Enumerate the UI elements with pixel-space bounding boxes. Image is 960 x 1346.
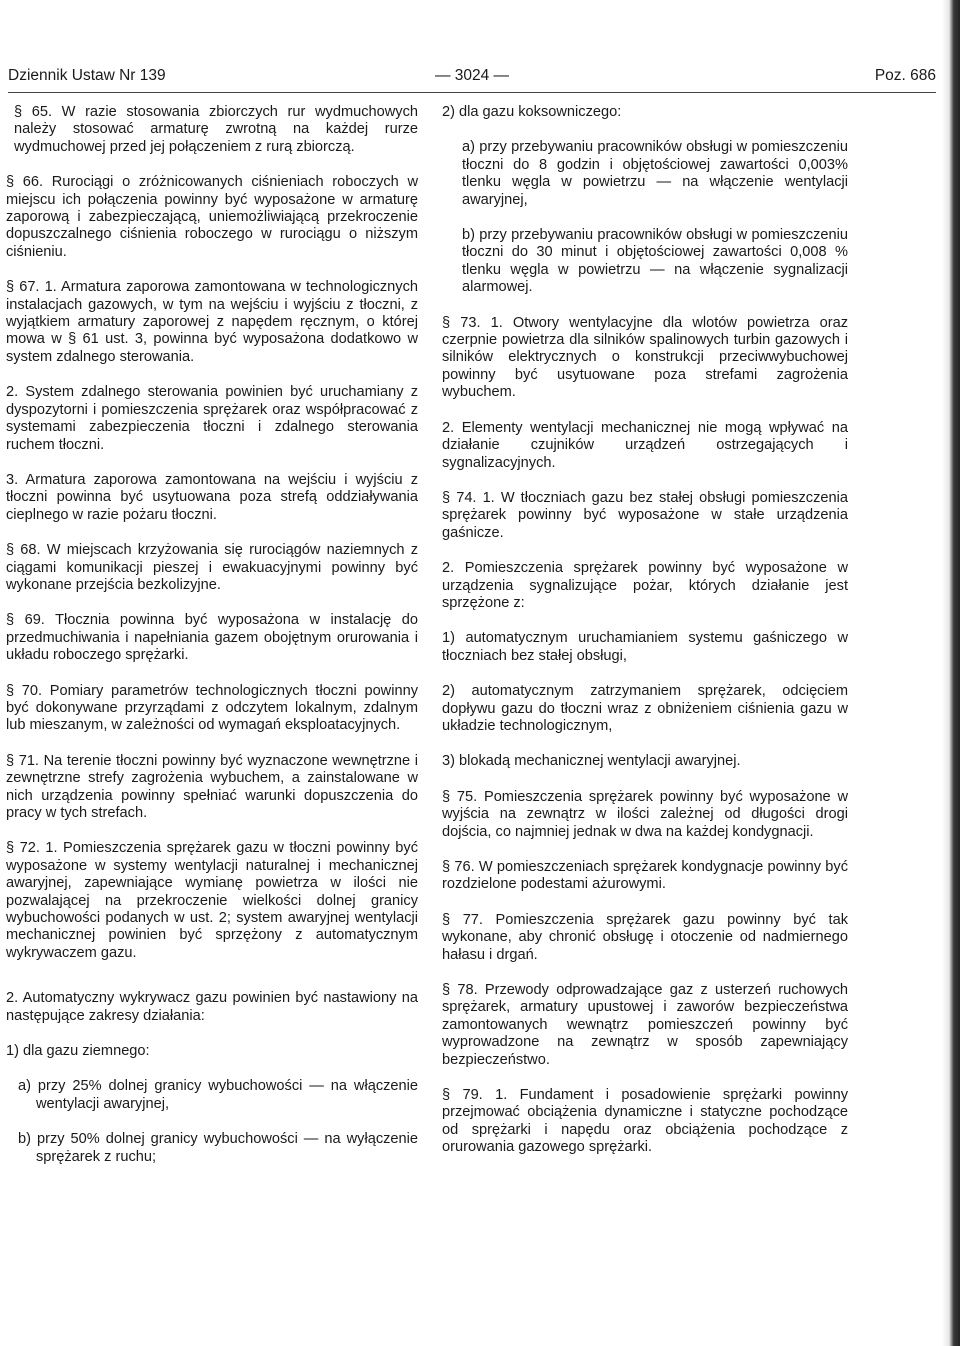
list-item: a) przy przebywaniu pracowników obsługi w pomieszczeniu tłoczni do 8 godzin i objętościowej zawartości 0,003% tlenku węgla w powietrzu — na włączenie wentylacji awaryjnej,	[462, 139, 848, 208]
paragraph: § 66. Rurociągi o zróżnicowanych ciśnieniach roboczych w miejscu ich połączenia powinny być wyposażone w armaturę zaporową i zabezpieczającą, uniemożliwiającą przekroczenie dopuszczalnego ciśnienia roboczego w rurociągu o niższym ciśnieniu.	[6, 174, 418, 260]
list-item: 1) automatycznym uruchamianiem systemu gaśniczego w tłoczniach bez stałej obsługi,	[442, 630, 848, 664]
paragraph: § 71. Na terenie tłoczni powinny być wyznaczone wewnętrzne i zewnętrzne strefy zagrożenia wybuchem, a zainstalowane w nich urządzenia powinny spełniać warunki dopuszczenia do pracy w tych strefach.	[6, 752, 418, 821]
paragraph: § 77. Pomieszczenia sprężarek gazu powinny być tak wykonane, aby chronić obsługę i otoczenie od nadmiernego hałasu i drgań.	[442, 911, 848, 963]
list-item: 2) automatycznym zatrzymaniem sprężarek, odcięciem dopływu gazu do tłoczni wraz z obniżeniem ciśnienia gazu w układzie technologicznym,	[442, 683, 848, 734]
paragraph: § 68. W miejscach krzyżowania się rurociągów naziemnych z ciągami komunikacji pieszej i ewakuacyjnymi powinny być wykonane przejścia bezkolizyjne.	[6, 542, 418, 593]
paragraph: § 79. 1. Fundament i posadowienie sprężarki powinny przejmować obciążenia dynamiczne i statyczne pochodzące od sprężarki i napędu oraz obciążenia pochodzące z orurowania gazowego sprężarki.	[442, 1087, 848, 1156]
paragraph: § 74. 1. W tłoczniach gazu bez stałej obsługi pomieszczenia sprężarek powinny być wyposażone w stałe urządzenia gaśnicze.	[442, 489, 848, 541]
paragraph: § 78. Przewody odprowadzające gaz z usterzeń ruchowych sprężarek, armatury upustowej i zaworów bezpieczeństwa zamontowanych wewnątrz pomieszczeń powinny być wyprowadzone na zewnątrz w sposób zapewniający bezpieczeństwo.	[442, 982, 848, 1068]
page-header	[8, 66, 936, 86]
scan-edge	[942, 0, 960, 1346]
page-number: — 3024 —	[434, 67, 510, 84]
right-column	[442, 104, 848, 1157]
paragraph: 2. System zdalnego sterowania powinien być uruchamiany z dyspozytorni i pomieszczenia sprężarek oraz współpracować z systemami zabezpieczenia tłoczni i zdalnego sterowania ruchem tłoczni.	[6, 384, 418, 453]
paragraph: § 67. 1. Armatura zaporowa zamontowana w technologicznych instalacjach gazowych, w tym na wejściu i wyjściu z tłoczni, z wyjątkiem armatury zaporowej z napędem ręcznym, o której mowa w § 61 ust. 3, powinna być wyposażona dodatkowo w system zdalnego sterowania.	[6, 279, 418, 365]
item-number: Poz. 686	[874, 67, 936, 84]
left-column	[6, 104, 418, 1166]
list-heading: 2) dla gazu koksowniczego:	[442, 104, 622, 120]
paragraph: § 70. Pomiary parametrów technologicznych tłoczni powinny być dokonywane przyrządami z odczytem lokalnym, zdalnym lub mieszanym, w zależności od wymagań eksploatacyjnych.	[6, 682, 418, 734]
paragraph: § 76. W pomieszczeniach sprężarek kondygnacje powinny być rozdzielone podestami ażurowymi.	[442, 859, 848, 893]
list-item: b) przy przebywaniu pracowników obsługi w pomieszczeniu tłoczni do 30 minut i objętościowej zawartości 0,008 % tlenku węgla w powietrzu — na włączenie sygnalizacji alarmowej.	[462, 227, 848, 296]
paragraph: § 65. W razie stosowania zbiorczych rur wydmuchowych należy stosować armaturę zwrotną na każdej rurze wydmuchowej przed jej połączeniem z rurą zbiorczą.	[14, 104, 418, 155]
list-heading: 1) dla gazu ziemnego:	[6, 1043, 150, 1060]
paragraph: 3. Armatura zaporowa zamontowana na wejściu i wyjściu z tłoczni powinna być usytuowana poza strefą oddziaływania cieplnego w razie pożaru tłoczni.	[6, 471, 418, 523]
list-item: a) przy 25% dolnej granicy wybuchowości — na włączenie wentylacji awaryjnej,	[18, 1078, 418, 1112]
paragraph: 2. Automatyczny wykrywacz gazu powinien być nastawiony na następujące zakresy działania:	[6, 990, 418, 1024]
paragraph: § 69. Tłocznia powinna być wyposażona w instalację do przedmuchiwania i napełniania gazem obojętnym orurowania i układu roboczego sprężarki.	[6, 612, 418, 664]
paragraph: § 72. 1. Pomieszczenia sprężarek gazu w tłoczni powinny być wyposażone w systemy wentylacji naturalnej i mechanicznej awaryjnej, zapewniające wymianę powietrza w ilości nie pozwalającej na przekroczenie wielkości dolnej granicy wybuchowości podanych w ust. 2; system awaryjnej wentylacji mechanicznej powinien być sprzężony z automatycznym wykrywaczem gazu.	[6, 840, 418, 961]
paragraph: 2. Elementy wentylacji mechanicznej nie mogą wpływać na działanie czujników urządzeń ostrzegających i sygnalizacyjnych.	[442, 419, 848, 471]
header-rule	[8, 92, 936, 93]
paragraph: § 75. Pomieszczenia sprężarek powinny być wyposażone w wyjścia na zewnątrz w ilości zależnej od długości drogi dojścia, co najmniej jednak w dwa na każdej kondygnacji.	[442, 788, 848, 840]
paragraph: 2. Pomieszczenia sprężarek powinny być wyposażone w urządzenia sygnalizujące pożar, których działanie jest sprzężone z:	[442, 560, 848, 611]
paragraph: § 73. 1. Otwory wentylacyjne dla wlotów powietrza oraz czerpnie powietrza dla silników spalinowych turbin gazowych i silników elektrycznych o konstrukcji przeciwwybuchowej powinny być usytuowane poza strefami zagrożenia wybuchem.	[442, 314, 848, 401]
list-item: 3) blokadą mechanicznej wentylacji awaryjnej.	[442, 753, 741, 770]
journal-title: Dziennik Ustaw Nr 139	[8, 67, 166, 84]
list-item: b) przy 50% dolnej granicy wybuchowości — na wyłączenie sprężarek z ruchu;	[18, 1131, 418, 1165]
